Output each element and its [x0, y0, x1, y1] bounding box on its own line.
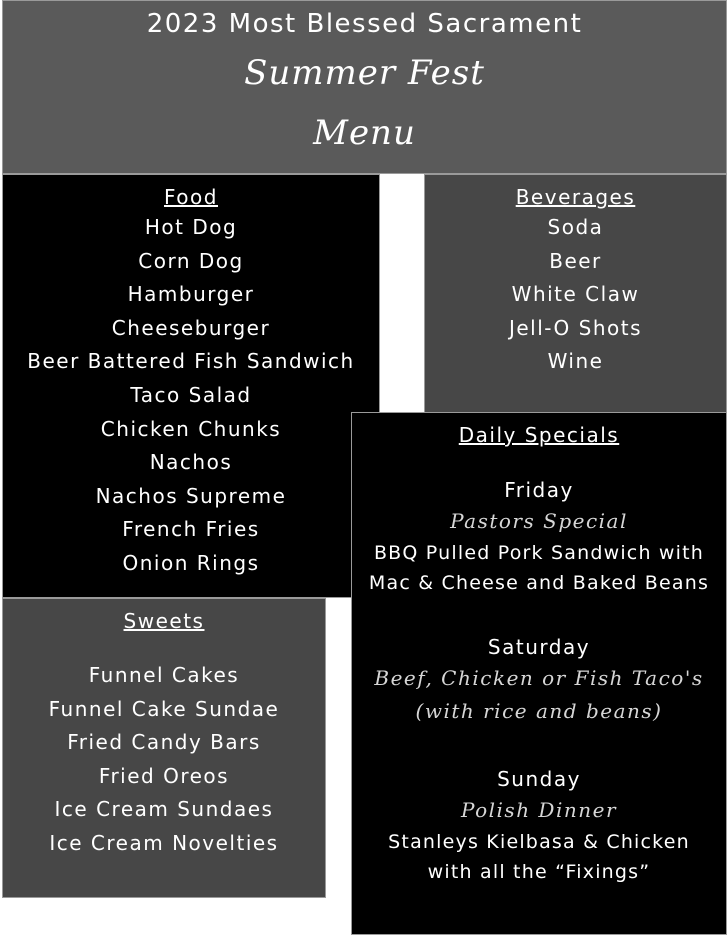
sweets-list	[3, 659, 325, 861]
special-description: Mac & Cheese and Baked Beans	[368, 572, 710, 594]
daily-specials-heading: Daily Specials	[458, 423, 620, 447]
food-item: Beer Battered Fish Sandwich	[27, 349, 355, 374]
food-list	[3, 211, 379, 581]
sunday-special	[352, 764, 726, 887]
beverages-heading: Beverages	[515, 185, 636, 209]
menu-title: Menu	[313, 113, 416, 153]
food-item: Nachos Supreme	[95, 483, 287, 508]
sweet-item: Ice Cream Novelties	[49, 830, 279, 855]
special-description: Stanleys Kielbasa & Chicken	[388, 831, 690, 853]
special-description: with all the “Fixings”	[427, 861, 651, 883]
food-item: Taco Salad	[130, 382, 252, 407]
food-item: Corn Dog	[138, 248, 244, 273]
special-day: Saturday	[487, 635, 591, 659]
sweets-section	[2, 598, 326, 898]
food-item: Hamburger	[127, 282, 255, 307]
special-day: Friday	[504, 478, 574, 502]
food-heading: Food	[164, 185, 218, 209]
menu-header	[2, 0, 727, 174]
special-day: Sunday	[497, 767, 581, 791]
special-title: Beef, Chicken or Fish Taco's	[374, 666, 704, 690]
friday-special	[352, 475, 726, 598]
food-item: Nachos	[149, 450, 233, 475]
beverages-list	[425, 211, 726, 379]
beverage-item: Jell-O Shots	[508, 315, 643, 340]
event-title: 2023 Most Blessed Sacrament	[146, 9, 583, 39]
event-subtitle: Summer Fest	[244, 53, 485, 93]
food-item: Onion Rings	[122, 550, 260, 575]
beverage-item: Beer	[549, 248, 602, 273]
food-item: Hot Dog	[144, 215, 238, 239]
sweet-item: Fried Oreos	[98, 763, 230, 788]
sweet-item: Funnel Cakes	[88, 663, 240, 687]
special-title-note: (with rice and beans)	[415, 699, 663, 723]
sweets-heading: Sweets	[123, 609, 205, 633]
beverage-item: White Claw	[511, 282, 640, 307]
special-title: Pastors Special	[450, 509, 628, 533]
food-section	[2, 174, 380, 598]
food-item: Cheeseburger	[111, 315, 271, 340]
food-item: French Fries	[122, 517, 260, 542]
saturday-special	[352, 632, 726, 728]
beverage-item: Wine	[547, 349, 604, 374]
special-title: Polish Dinner	[460, 798, 618, 822]
sweet-item: Ice Cream Sundaes	[54, 797, 274, 822]
food-item: Chicken Chunks	[100, 416, 282, 441]
sweet-item: Fried Candy Bars	[67, 730, 261, 755]
sweet-item: Funnel Cake Sundae	[48, 696, 280, 721]
beverage-item: Soda	[547, 215, 604, 239]
special-description: BBQ Pulled Pork Sandwich with	[373, 542, 705, 564]
beverages-section	[424, 174, 727, 414]
daily-specials-section	[351, 412, 727, 935]
